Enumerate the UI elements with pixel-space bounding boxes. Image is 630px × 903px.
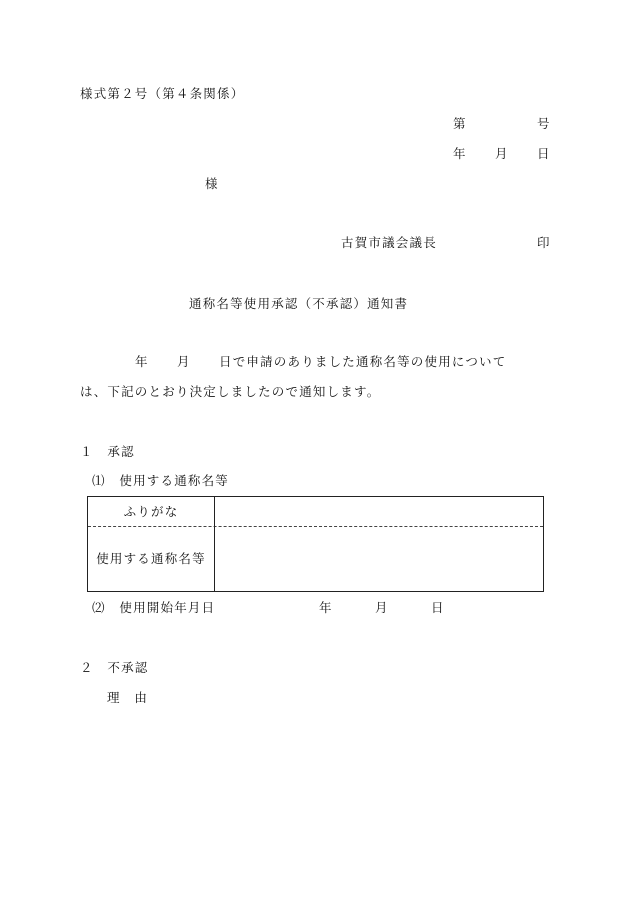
table-divider (214, 497, 215, 591)
name-row (88, 527, 543, 591)
section1-heading: １ 承認 (80, 444, 135, 459)
start-month: 月 (375, 600, 389, 615)
body-line1: 日で申請のありました通称名等の使用について (219, 354, 507, 369)
body-year: 年 (135, 354, 149, 369)
section1-item1: ⑴ 使用する通称名等 (92, 473, 230, 488)
issuer-name: 古賀市議会議長 (341, 235, 437, 250)
name-table (87, 496, 544, 592)
section1-item2: ⑵ 使用開始年月日 (92, 600, 216, 615)
date-month: 月 (495, 146, 509, 161)
seal-mark: 印 (537, 235, 551, 250)
start-year: 年 (319, 600, 333, 615)
reason-label: 理 由 (107, 690, 149, 705)
body-line2: は、下記のとおり決定しましたので通知します。 (80, 384, 381, 399)
body-month: 月 (177, 354, 191, 369)
doc-number-prefix: 第 (453, 116, 467, 131)
section2-heading: ２ 不承認 (80, 660, 149, 675)
form-number: 様式第２号（第４条関係） (80, 86, 245, 101)
addressee-honorific: 様 (205, 176, 219, 191)
doc-number-suffix: 号 (537, 116, 551, 131)
furigana-row (88, 497, 543, 527)
start-day: 日 (431, 600, 445, 615)
date-day: 日 (537, 146, 551, 161)
furigana-label: ふりがな (123, 504, 179, 519)
name-label: 使用する通称名等 (96, 551, 206, 566)
document-title: 通称名等使用承認（不承認）通知書 (189, 296, 409, 311)
date-year: 年 (453, 146, 467, 161)
